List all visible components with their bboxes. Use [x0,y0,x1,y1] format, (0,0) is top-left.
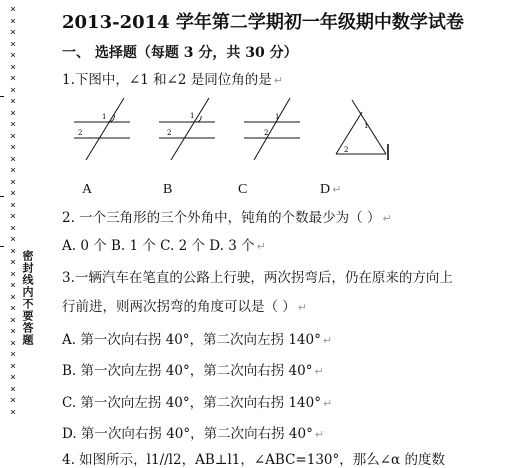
return-mark: ↵ [273,74,283,87]
margin-tick [0,246,4,247]
angle-label-2: 2 [344,146,349,154]
option-a-label: A [82,182,93,197]
transversal-line [171,98,209,160]
exam-page [62,0,525,468]
margin-tick [0,96,4,97]
transversal-line [86,98,124,160]
figure-a [72,96,132,162]
figure-c [242,96,302,162]
binding-margin [0,0,42,457]
section-heading-choice: 一、 选择题（每题 3 分，共 30 分） [62,45,298,61]
angle-label-2: 2 [78,129,83,137]
question-3-option-c: C. 第一次向左拐 40°，第二次向右拐 140° ↵ [62,395,333,411]
figure-d [332,96,402,162]
question-4-partial: 4. 如图所示，l1//l2，AB⊥l1，∠ABC=130°，那么∠α 的度数 [62,452,445,468]
exam-title: 2013-2014 学年第二学期初一年级期中数学试卷 [62,12,464,33]
transversal-line [254,98,290,160]
question-2-text: 2. 一个三角形的三个外角中，钝角的个数最少为（ ） [62,210,381,226]
question-3-continued: 行前进，则两次拐弯的角度可以是（ ） ↵ [62,299,308,315]
question-3-text: 3.一辆汽车在笔直的公路上行驶，两次拐弯后，仍在原来的方向上 [62,270,453,286]
figure-b [157,96,217,162]
option-d-label: D ↵ [320,182,342,197]
angle-label-1: 1 [102,113,107,121]
question-3-option-a: A. 第一次向右拐 40°，第二次向左拐 140° ↵ [62,332,333,348]
angle-label-2: 2 [167,129,172,137]
question-3 [62,266,453,286]
seal-line-notice: 密封线内不要答题 [21,250,34,346]
question-1 [62,68,283,88]
angle-label-2: 2 [264,129,269,137]
angle-label-1: 1 [190,112,195,120]
question-2-options: A. 0 个 B. 1 个 C. 2 个 D. 3 个 ↵ [62,238,266,254]
question-3-option-b: B. 第一次向左拐 40°，第二次向右拐 40° ↵ [62,363,324,379]
angle-label-1: 1 [364,122,369,130]
question-1-text: 1.下图中，∠1 和∠2 是同位角的是 [62,72,272,88]
margin-tick [0,196,4,197]
angle-label-1: 1 [275,113,280,121]
question-2: 2. 一个三角形的三个外角中，钝角的个数最少为（ ） ↵ [62,210,392,226]
option-b-label: B [163,182,173,197]
option-c-label: C [238,182,248,197]
question-3-option-d: D. 第一次向右拐 40°，第二次向右拐 40° ↵ [62,426,325,442]
triangle-side [336,112,362,154]
question-1-figures [62,96,402,166]
cut-line-marks: ×××××××××××××××××××××××××××××××××××× [10,4,17,418]
triangle-side-extended [352,100,386,154]
